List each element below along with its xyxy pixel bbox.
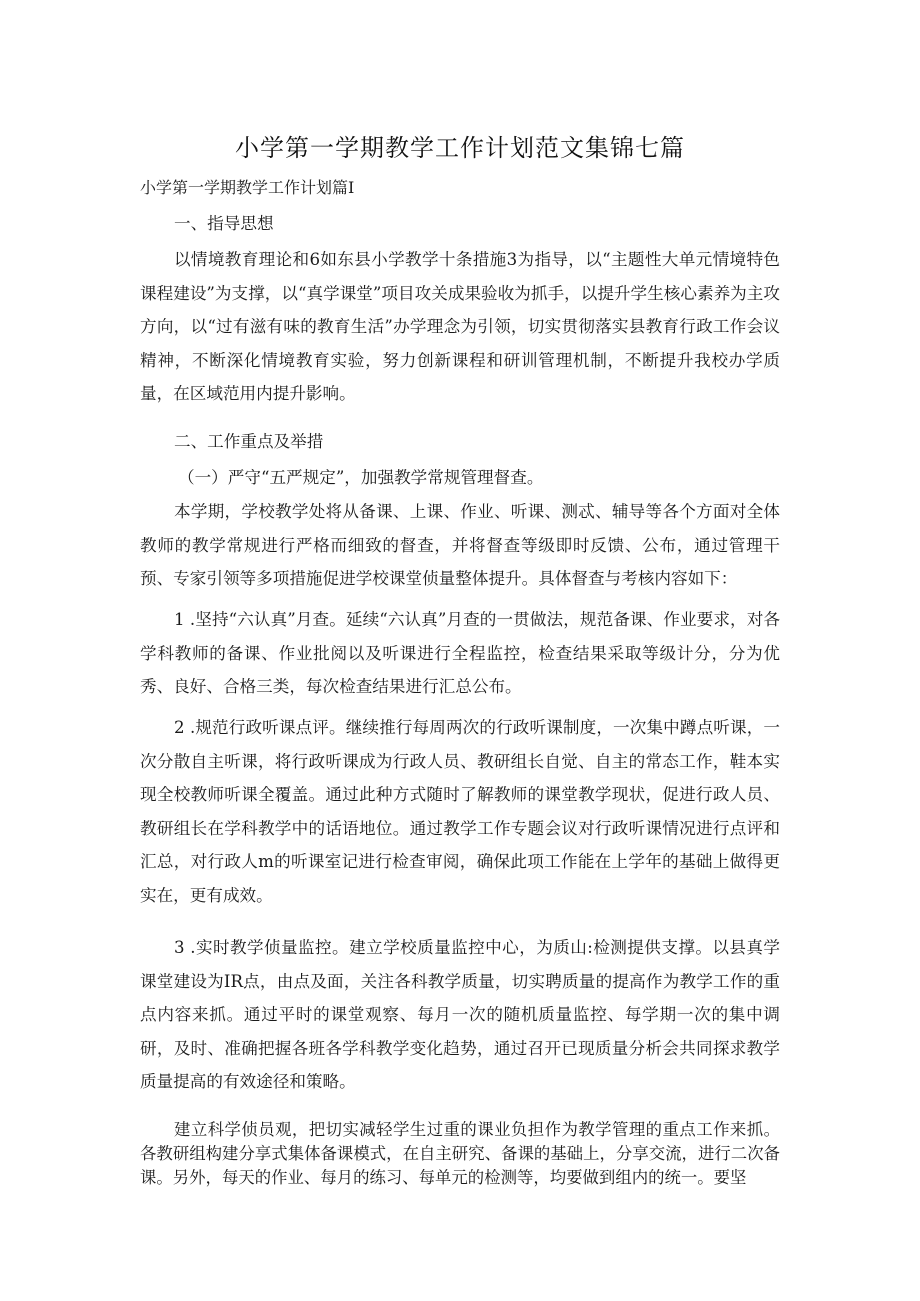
paragraph-guiding-ideology: 以情境教育理论和6如东县小学教学十条措施3为指导，以“主题性大单元情境特色课程建设”为支撑，以“真学课堂”项目攻关成果验收为抓手，以提升学生核心素养为主攻方向，以“过有滋有味的教育生活”办学理念为引领，切实贯彻落实县教育行政工作会议精神，不断深化情境教育实验，努力创新课程和研训管理机制，不断提升我校办学质量，在区域范用内提升影响。 xyxy=(140,250,780,403)
section-heading-guiding-ideology: 一、指导思想 xyxy=(174,214,274,233)
paragraph-quality-view: 建立科学侦员观，把切实减轻学生过重的课业负担作为教学管理的重点工作来抓。各教研组构建分享式集体备课模式，在自主研究、备课的基础上，分享交流，进行二次备课。另外，每天的作业、每月的练习、每单元的检测等，均要做到组内的统一。要坚 xyxy=(140,1120,780,1187)
paragraph-item-3: 3 .实时教学侦量监控。建立学校质量监控中心，为质山:检测提供支撑。以县真学课堂建设为IR点，由点及面，关注各科教学质量，切实聘质量的提高作为教学工作的重点内容来抓。通过平时的课堂观察、每月一次的随机质量监控、每学期一次的集中调研，及时、准确把握各班各学科教学变化趋势，通过召开已现质量分析会共同探求教学质量提高的有效途径和策略。 xyxy=(140,938,780,1091)
paragraph-item-1: 1 .坚持“六认真”月查。延续“六认真”月查的一贯做法，规范备课、作业要求，对各学科教师的备课、作业批阅以及听课进行全程监控，检查结果采取等级计分，分为优秀、良好、合格三类，每次检查结果进行汇总公布。 xyxy=(140,610,780,696)
paragraph-item-2: 2 .规范行政听课点评。继续推行每周两次的行政听课制度，一次集中蹲点听课，一次分散自主听课，将行政听课成为行政人员、教研组长自觉、自主的常态工作，鞋本实现全校教师听课全覆盖。通过此种方式随时了解教师的课堂教学现状，促进行政人员、教研组长在学科教学中的话语地位。通过教学工作专题会议对行政听课情况进行点评和汇总，对行政人m的听课室记进行检查审阅，确保此项工作能在上学年的基础上做得更实在，更有成效。 xyxy=(140,718,780,905)
document-subtitle: 小学第一学期教学工作计划篇I xyxy=(140,178,355,197)
subsection-heading-five-strict: （一）严守“五严规定”，加强教学常规管理督查。 xyxy=(178,468,544,487)
section-heading-key-work: 二、工作重点及举措 xyxy=(174,432,324,451)
document-title: 小学第一学期教学工作计划范文集锦七篇 xyxy=(235,134,685,162)
paragraph-semester-overview: 本学期，学校教学处将从备课、上课、作业、听课、测忒、辅导等各个方面对全体教师的教学常规进行严格而细致的督查，并将督查等级即时反馈、公布，通过管理干预、专家引领等多项措施促进学校课堂侦量整体提升。具体督查与考核内容如下： xyxy=(140,502,780,588)
